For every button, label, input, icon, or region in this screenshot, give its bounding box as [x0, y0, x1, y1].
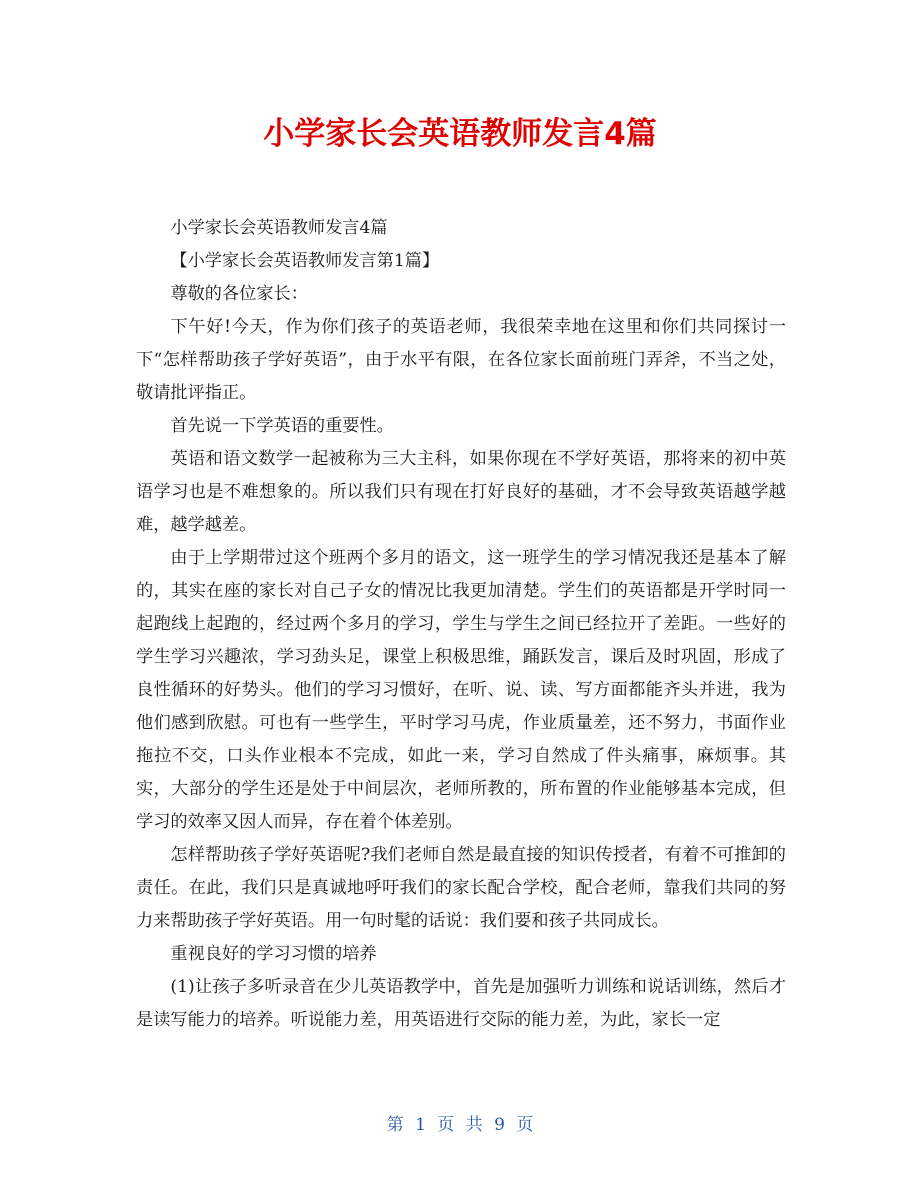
document-body: [136, 212, 786, 1037]
paragraph-salutation: 尊敬的各位家长：: [170, 284, 308, 304]
paragraph-class-situation: 由于上学期带过这个班两个多月的语文，这一班学生的学习情况我还是基本了解的，其实在座的家长对自己子女的情况比我更加清楚。学生们的英语都是开学时同一起跑线上起跑的，经过两个多月的学习，学生与学生之间已经拉开了差距。一些好的学生学习兴趣浓，学习劲头足，课堂上积极思维，踊跃发言，课后及时巩固，形成了良性循环的好势头。他们的学习习惯好，在听、说、读、写方面都能齐头并进，我为他们感到欣慰。可也有一些学生，平时学习马虎，作业质量差，还不努力，书面作业拖拉不交，口头作业根本不完成，如此一来，学习自然成了件头痛事，麻烦事。其实，大部分的学生还是处于中间层次，老师所教的，所布置的作业能够基本完成，但学习的效率又因人而异，存在着个体差别。: [136, 548, 786, 832]
paragraph-listening: (1)让孩子多听录音在少儿英语教学中，首先是加强听力训练和说话训练，然后才是读写能力的培养。听说能力差，用英语进行交际的能力差，为此，家长一定: [136, 977, 786, 1030]
paragraph-greeting: 下午好!今天，作为你们孩子的英语老师，我很荣幸地在这里和你们共同探讨一下“怎样帮助孩子学好英语”，由于水平有限，在各位家长面前班门弄斧，不当之处，敬请批评指正。: [136, 317, 786, 403]
paragraph-section-title: 【小学家长会英语教师发言第1篇】: [170, 251, 440, 271]
paragraph-how-to-help: 怎样帮助孩子学好英语呢?我们老师自然是最直接的知识传授者，有着不可推卸的责任。在此，我们只是真诚地呼吁我们的家长配合学校，配合老师，靠我们共同的努力来帮助孩子学好英语。用一句时髦的话说：我们要和孩子共同成长。: [136, 845, 786, 931]
paragraph-importance-intro: 首先说一下学英语的重要性。: [170, 416, 394, 436]
document-title: 小学家长会英语教师发言4篇: [263, 116, 657, 152]
paragraph-habits-heading: 重视良好的学习习惯的培养: [170, 944, 377, 964]
paragraph-heading: 小学家长会英语教师发言4篇: [170, 218, 388, 238]
page-number-footer: 第 1 页 共 9 页: [386, 1115, 534, 1135]
paragraph-importance: 英语和语文数学一起被称为三大主科，如果你现在不学好英语，那将来的初中英语学习也是不难想象的。所以我们只有现在打好良好的基础，才不会导致英语越学越难，越学越差。: [136, 449, 786, 535]
